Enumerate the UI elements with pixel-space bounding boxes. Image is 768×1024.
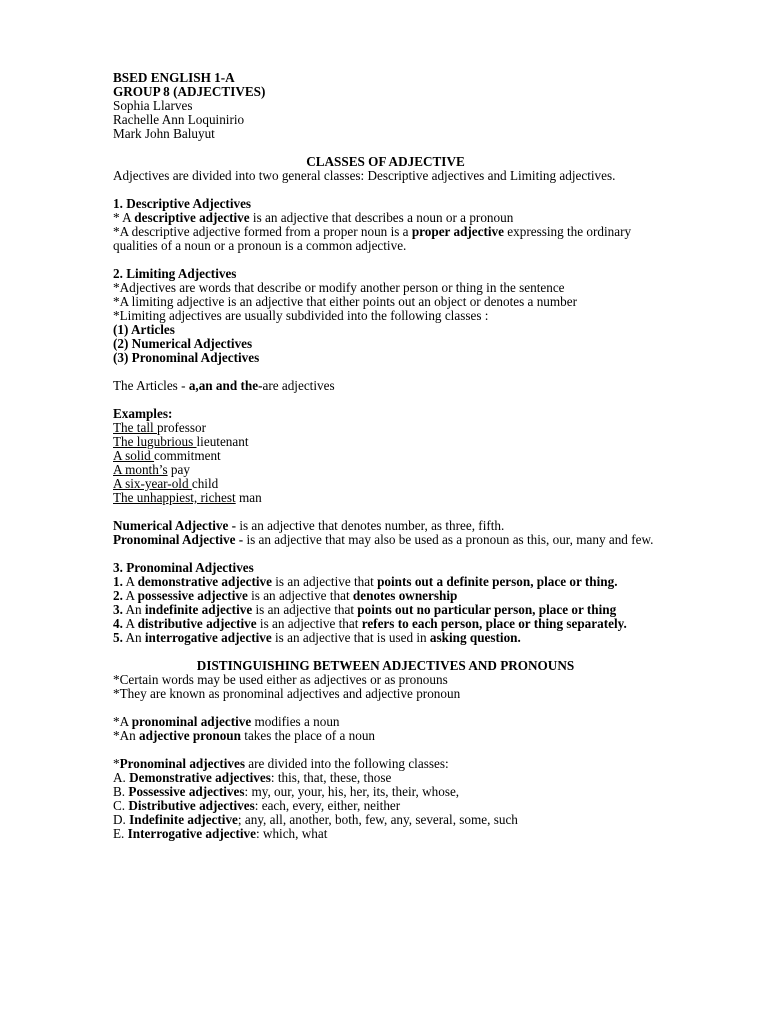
member-name: Rachelle Ann Loquinirio (113, 112, 245, 127)
example-item: The unhappiest, richest man (113, 490, 262, 505)
class-list-item: A. Demonstrative adjectives: this, that, these, those (113, 770, 392, 785)
descriptive-line: *A descriptive adjective formed from a proper noun is a proper adjective expressing the ordinary qualities of a noun or a pronoun is a common adjective. (113, 224, 632, 253)
class-list-item: B. Possessive adjectives: my, our, your, his, her, its, their, whose, (113, 784, 460, 799)
pronominal-item: 3. An indefinite adjective is an adjective that points out no particular person, place or thing (113, 602, 617, 617)
distinguishing-line: *An adjective pronoun takes the place of a noun (113, 728, 376, 743)
pronominal-item: 5. An interrogative adjective is an adjective that is used in asking question. (113, 630, 521, 645)
examples-heading: Examples: (113, 406, 173, 421)
distinguishing-line: *They are known as pronominal adjectives and adjective pronoun (113, 686, 461, 701)
limiting-line: *Limiting adjectives are usually subdivided into the following classes : (113, 308, 489, 323)
member-name: Mark John Baluyut (113, 126, 215, 141)
pronominal-item: 1. A demonstrative adjective is an adjective that points out a definite person, place or thing. (113, 574, 618, 589)
distinguishing-line: *A pronominal adjective modifies a noun (113, 714, 340, 729)
limiting-class: (3) Pronominal Adjectives (113, 350, 260, 365)
limiting-class: (1) Articles (113, 322, 175, 337)
example-item: The tall professor (113, 420, 207, 435)
member-name: Sophia Llarves (113, 98, 193, 113)
numerical-definition: Numerical Adjective - is an adjective that denotes number, as three, fifth. (113, 518, 505, 533)
example-item: The lugubrious lieutenant (113, 434, 249, 449)
group-heading: GROUP 8 (ADJECTIVES) (113, 84, 266, 99)
intro-paragraph: Adjectives are divided into two general classes: Descriptive adjectives and Limiting adjectives. (113, 168, 616, 183)
distinguishing-line: *Pronominal adjectives are divided into the following classes: (113, 756, 449, 771)
descriptive-line: * A descriptive adjective is an adjective that describes a noun or a pronoun (113, 210, 514, 225)
descriptive-heading: 1. Descriptive Adjectives (113, 196, 252, 211)
class-list-item: C. Distributive adjectives: each, every, either, neither (113, 798, 401, 813)
document-page (113, 71, 658, 841)
example-item: A month’s pay (113, 462, 190, 477)
class-list-item: E. Interrogative adjective: which, what (113, 826, 328, 841)
limiting-line: *A limiting adjective is an adjective that either points out an object or denotes a number (113, 294, 577, 309)
distinguishing-line: *Certain words may be used either as adjectives or as pronouns (113, 672, 448, 687)
example-item: A six-year-old child (113, 476, 219, 491)
pronominal-item: 2. A possessive adjective is an adjective that denotes ownership (113, 588, 458, 603)
pronominal-heading: 3. Pronominal Adjectives (113, 560, 254, 575)
course-heading: BSED ENGLISH 1-A (113, 70, 235, 85)
pronominal-definition: Pronominal Adjective - is an adjective that may also be used as a pronoun as this, our, many and few. (113, 532, 654, 547)
articles-line: The Articles - a,an and the-are adjectives (113, 378, 335, 393)
limiting-line: *Adjectives are words that describe or modify another person or thing in the sentence (113, 280, 565, 295)
pronominal-item: 4. A distributive adjective is an adjective that refers to each person, place or thing separately. (113, 616, 627, 631)
limiting-class: (2) Numerical Adjectives (113, 336, 253, 351)
limiting-heading: 2. Limiting Adjectives (113, 266, 237, 281)
class-list-item: D. Indefinite adjective; any, all, another, both, few, any, several, some, such (113, 812, 518, 827)
distinguishing-title: DISTINGUISHING BETWEEN ADJECTIVES AND PRONOUNS (196, 658, 575, 673)
example-item: A solid commitment (113, 448, 221, 463)
section-title: CLASSES OF ADJECTIVE (306, 154, 465, 169)
